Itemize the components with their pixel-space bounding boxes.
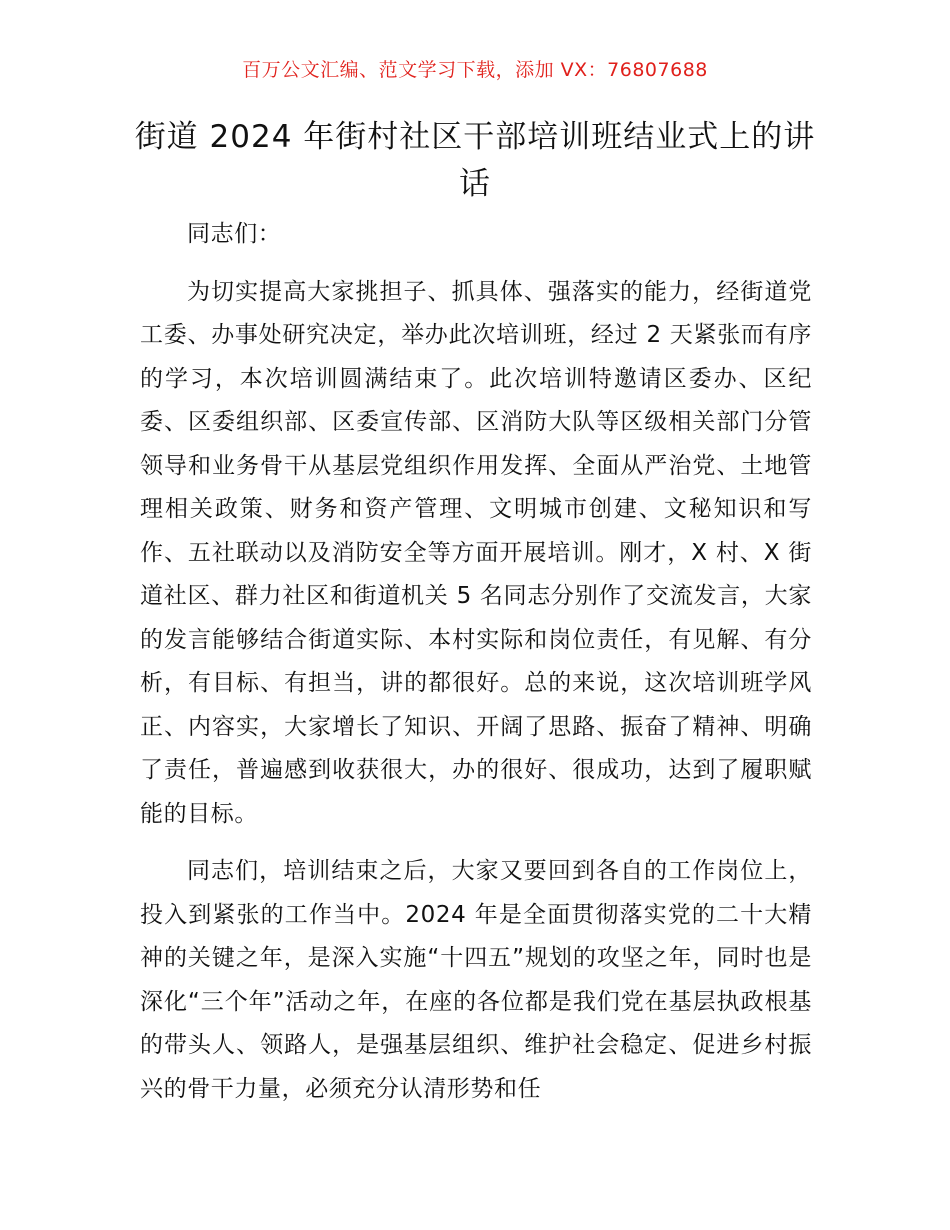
body-paragraph-2: 同志们，培训结束之后，大家又要回到各自的工作岗位上，投入到紧张的工作当中。2024 年是全面贯彻落实党的二十大精神的关键之年，是深入实施“十四五”规划的攻坚之年，同时也是深化“三个年”活动之年，在座的各位都是我们党在基层执政根基的带头人、领路人，是强基层组织、维护社会稳定、促进乡村振兴的骨干力量，必须充分认清形势和任 bbox=[140, 858, 812, 1102]
header-promo-note: 百万公文汇编、范文学习下载，添加 VX：76807688 bbox=[242, 59, 708, 81]
salutation: 同志们： bbox=[187, 221, 282, 247]
body-paragraph-1: 为切实提高大家挑担子、抓具体、强落实的能力，经街道党工委、办事处研究决定，举办此次培训班，经过 2 天紧张而有序的学习，本次培训圆满结束了。此次培训特邀请区委办、区纪委、区委组织部、区委宣传部、区消防大队等区级相关部门分管领导和业务骨干从基层党组织作用发挥、全面从严治党、土地管理相关政策、财务和资产管理、文明城市创建、文秘知识和写作、五社联动以及消防安全等方面开展培训。刚才，X 村、X 街道社区、群力社区和街道机关 5 名同志分别作了交流发言，大家的发言能够结合街道实际、本村实际和岗位责任，有见解、有分析，有目标、有担当，讲的都很好。总的来说，这次培训班学风正、内容实，大家增长了知识、开阔了思路、振奋了精神、明确了责任，普遍感到收获很大，办的很好、很成功，达到了履职赋能的目标。 bbox=[140, 278, 812, 827]
document-title: 街道 2024 年街村社区干部培训班结业式上的讲话 bbox=[134, 119, 816, 202]
document-body bbox=[140, 213, 812, 1125]
